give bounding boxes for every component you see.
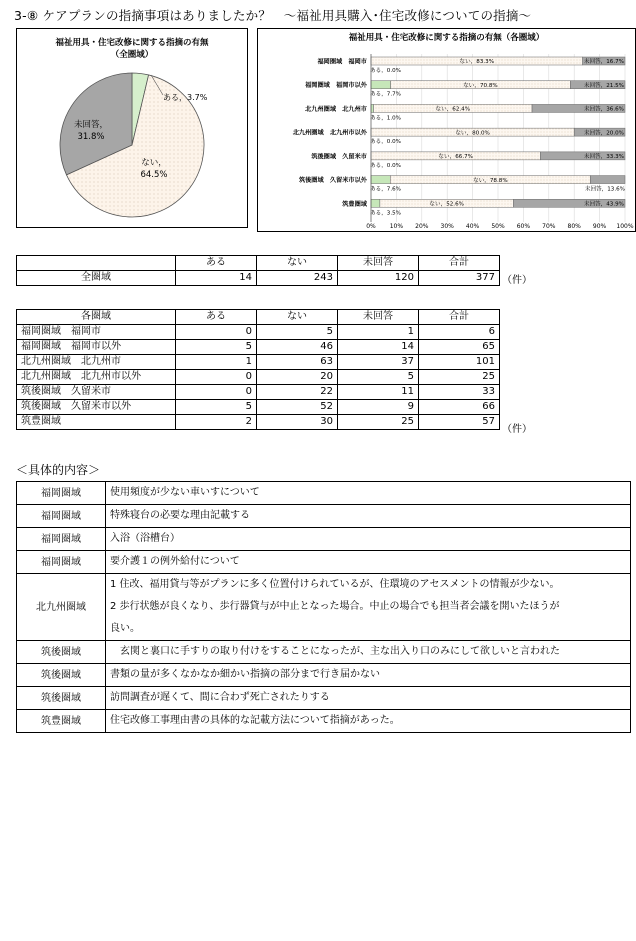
region-cell: 0 <box>176 370 257 385</box>
summary-header-row <box>17 256 500 271</box>
bar-data-label-aru: ある，0.0% <box>370 139 401 146</box>
detail-line: 住宅改修工事理由書の具体的な記載方法について指摘があった。 <box>110 715 400 726</box>
detail-line: 訪問調査が遅くて、間に合わず死亡されたりする <box>110 692 330 703</box>
region-name-cell: 筑豊圏域 <box>17 415 176 430</box>
region-name-cell: 福岡圏域 福岡市 <box>17 325 176 340</box>
region-header-cell: ある <box>176 310 257 325</box>
bar-data-label-aru: ある，3.5% <box>370 210 401 217</box>
summary-cell: 377 <box>419 271 500 286</box>
bar-category-label: 筑豊圏域 <box>342 200 367 208</box>
bar-data-label-mikaitou: 未回答，16.7% <box>583 59 624 66</box>
summary-header-cell <box>17 256 176 271</box>
table-row <box>17 574 631 641</box>
region-cell: 5 <box>176 340 257 355</box>
stacked-bar-chart <box>258 29 635 231</box>
pie-label-nai-name: ない， <box>141 158 167 168</box>
page-title: 3-⑧ ケアプランの指摘事項はありましたか？ ～福祉用具購入･住宅改修についての指摘～ <box>14 8 532 23</box>
detail-content-cell <box>106 505 631 528</box>
detail-content-cell <box>106 528 631 551</box>
detail-region-cell: 福岡圏域 <box>17 505 106 528</box>
summary-cell: 243 <box>257 271 338 286</box>
region-cell: 1 <box>338 325 419 340</box>
region-cell: 25 <box>338 415 419 430</box>
detail-line: 良い。 <box>110 623 140 634</box>
detail-line: 使用頻度が少ない車いすについて <box>110 487 260 498</box>
region-cell: 0 <box>176 385 257 400</box>
x-tick-label: 80% <box>567 223 581 230</box>
region-unit: （件） <box>502 424 532 435</box>
bar-data-label-aru: ある，1.0% <box>370 115 401 122</box>
detail-content-cell <box>106 551 631 574</box>
bar-segment-aru <box>371 176 390 184</box>
region-header-cell: 未回答 <box>338 310 419 325</box>
bar-chart-title: 福祉用具・住宅改修に関する指摘の有無（各圏域） <box>348 33 545 43</box>
bar-data-label-mikaitou: 未回答，43.9% <box>583 201 624 208</box>
pie-label-mikaitou-name: 未回答， <box>73 120 109 130</box>
summary-table <box>16 255 500 286</box>
table-row <box>17 415 500 430</box>
table-row <box>17 551 631 574</box>
detail-content-cell <box>106 574 631 641</box>
bar-category-label: 福岡圏域 福岡市 <box>317 58 367 66</box>
pie-label-nai-pct: 64.5% <box>140 170 168 180</box>
table-row <box>17 325 500 340</box>
region-header-cell: 合計 <box>419 310 500 325</box>
region-cell: 11 <box>338 385 419 400</box>
region-header-cell: 各圏域 <box>17 310 176 325</box>
region-header-cell: ない <box>257 310 338 325</box>
detail-region-cell: 筑後圏域 <box>17 687 106 710</box>
table-row <box>17 400 500 415</box>
bar-data-label-aru: ある，7.7% <box>370 91 401 98</box>
summary-unit: （件） <box>502 275 532 286</box>
bar-data-label-nai: ない，78.8% <box>473 177 508 184</box>
detail-region-cell: 福岡圏域 <box>17 551 106 574</box>
detail-line: 入浴（浴槽台） <box>110 533 180 544</box>
detail-content-cell <box>106 482 631 505</box>
region-table <box>16 309 500 430</box>
region-cell: 57 <box>419 415 500 430</box>
detail-region-cell: 北九州圏域 <box>17 574 106 641</box>
detail-line: 要介護１の例外給付について <box>110 556 240 567</box>
bar-data-label-nai: ない，83.3% <box>459 59 495 66</box>
bar-segment-mikaitou <box>590 176 625 184</box>
bar-data-label-mikaitou: 未回答，20.0% <box>583 130 624 137</box>
pie-label-mikaitou-pct: 31.8% <box>77 132 105 142</box>
region-cell: 0 <box>176 325 257 340</box>
region-cell: 1 <box>176 355 257 370</box>
detail-region-cell: 福岡圏域 <box>17 528 106 551</box>
section-heading: ＜具体的内容＞ <box>16 463 101 477</box>
bar-segment-aru <box>371 81 391 89</box>
detail-line: 書類の量が多くなかなか細かい指摘の部分まで行き届かない <box>110 669 380 680</box>
detail-line: 特殊寝台の必要な理由記載する <box>110 510 250 521</box>
x-tick-label: 60% <box>516 223 531 230</box>
bar-data-label-nai: ない，80.0% <box>455 130 490 137</box>
bar-data-label-aru: ある，0.0% <box>370 162 401 169</box>
table-row <box>17 710 631 733</box>
bar-category-label: 北九州圏域 北九州市 <box>305 105 367 113</box>
detail-region-cell: 筑後圏域 <box>17 664 106 687</box>
bar-data-label-aru: ある，7.6% <box>370 186 401 193</box>
bar-category-label: 北九州圏域 北九州市以外 <box>292 129 367 137</box>
summary-cell: 全圏域 <box>17 271 176 286</box>
bar-segment-aru <box>371 199 380 207</box>
summary-cell: 14 <box>176 271 257 286</box>
region-cell: 46 <box>257 340 338 355</box>
x-tick-label: 10% <box>389 223 404 230</box>
bar-category-label: 福岡圏域 福岡市以外 <box>305 82 367 90</box>
x-tick-label: 50% <box>491 223 505 230</box>
bar-data-label-aru: ある，0.0% <box>370 68 401 74</box>
region-cell: 2 <box>176 415 257 430</box>
table-row <box>17 271 500 286</box>
detail-line: 1 住改、福用貸与等がプランに多く位置付けられているが、住環境のアセスメントの情報が少ない。 <box>110 579 560 590</box>
pie-chart-title-line1: 福祉用具・住宅改修に関する指摘の有無 <box>55 38 209 48</box>
bar-data-label-mikaitou: 未回答，33.3% <box>583 154 624 161</box>
detail-table <box>16 481 631 733</box>
region-cell: 101 <box>419 355 500 370</box>
region-cell: 25 <box>419 370 500 385</box>
summary-header-cell: ある <box>176 256 257 271</box>
detail-region-cell: 筑豊圏域 <box>17 710 106 733</box>
table-row <box>17 687 631 710</box>
region-name-cell: 福岡圏域 福岡市以外 <box>17 340 176 355</box>
region-cell: 5 <box>176 400 257 415</box>
summary-header-cell: ない <box>257 256 338 271</box>
x-tick-label: 70% <box>542 223 556 230</box>
region-cell: 5 <box>257 325 338 340</box>
bar-segment-aru <box>371 104 374 112</box>
region-cell: 22 <box>257 385 338 400</box>
x-tick-label: 100% <box>616 223 634 230</box>
table-row <box>17 641 631 664</box>
summary-cell: 120 <box>338 271 419 286</box>
region-cell: 66 <box>419 400 500 415</box>
region-cell: 30 <box>257 415 338 430</box>
bar-data-label-nai: ない，62.4% <box>435 106 471 113</box>
x-tick-label: 20% <box>415 223 429 230</box>
bar-category-label: 筑後圏域 久留米市 <box>311 153 367 161</box>
detail-line: 2 歩行状態が良くなり、歩行器貸与が中止となった場合。中止の場合でも担当者会議を開いたほうが <box>110 601 560 612</box>
table-row <box>17 505 631 528</box>
detail-region-cell: 福岡圏域 <box>17 482 106 505</box>
detail-content-cell <box>106 641 631 664</box>
region-cell: 14 <box>338 340 419 355</box>
bar-data-label-nai: ない，66.7% <box>438 154 473 161</box>
region-cell: 37 <box>338 355 419 370</box>
region-cell: 33 <box>419 385 500 400</box>
region-cell: 63 <box>257 355 338 370</box>
table-row <box>17 482 631 505</box>
summary-header-cell: 合計 <box>419 256 500 271</box>
region-cell: 20 <box>257 370 338 385</box>
x-tick-label: 90% <box>592 223 607 230</box>
pie-chart <box>17 29 247 227</box>
pie-label-aru: ある，3.7% <box>163 93 208 102</box>
region-cell: 65 <box>419 340 500 355</box>
table-row <box>17 370 500 385</box>
bar-category-label: 筑後圏域 久留米市以外 <box>298 177 367 185</box>
table-row <box>17 528 631 551</box>
detail-region-cell: 筑後圏域 <box>17 641 106 664</box>
bar-data-label-mikaitou: 未回答，13.6% <box>584 186 625 193</box>
bar-data-label-nai: ない，52.6% <box>429 201 464 208</box>
detail-content-cell <box>106 664 631 687</box>
bar-data-label-mikaitou: 未回答，21.5% <box>583 82 624 89</box>
bar-data-label-nai: ない，70.8% <box>463 82 498 89</box>
region-header-row <box>17 310 500 325</box>
region-cell: 52 <box>257 400 338 415</box>
table-row <box>17 664 631 687</box>
table-row <box>17 340 500 355</box>
x-tick-label: 40% <box>465 223 480 230</box>
pie-chart-panel <box>16 28 248 228</box>
region-name-cell: 筑後圏域 久留米市以外 <box>17 400 176 415</box>
summary-header-cell: 未回答 <box>338 256 419 271</box>
bar-chart-panel <box>257 28 636 232</box>
table-row <box>17 385 500 400</box>
region-cell: 5 <box>338 370 419 385</box>
region-cell: 9 <box>338 400 419 415</box>
detail-content-cell <box>106 687 631 710</box>
table-row <box>17 355 500 370</box>
x-tick-label: 30% <box>440 223 454 230</box>
pie-chart-title-line2: （全圏域） <box>110 50 154 60</box>
region-name-cell: 北九州圏域 北九州市 <box>17 355 176 370</box>
bar-data-label-mikaitou: 未回答，36.6% <box>583 106 624 113</box>
region-cell: 6 <box>419 325 500 340</box>
detail-line: 玄関と裏口に手すりの取り付けをすることになったが、主な出入り口のみにして欲しいと言われた <box>110 646 560 657</box>
detail-content-cell <box>106 710 631 733</box>
x-tick-label: 0% <box>366 223 376 230</box>
region-name-cell: 北九州圏域 北九州市以外 <box>17 370 176 385</box>
region-name-cell: 筑後圏域 久留米市 <box>17 385 176 400</box>
